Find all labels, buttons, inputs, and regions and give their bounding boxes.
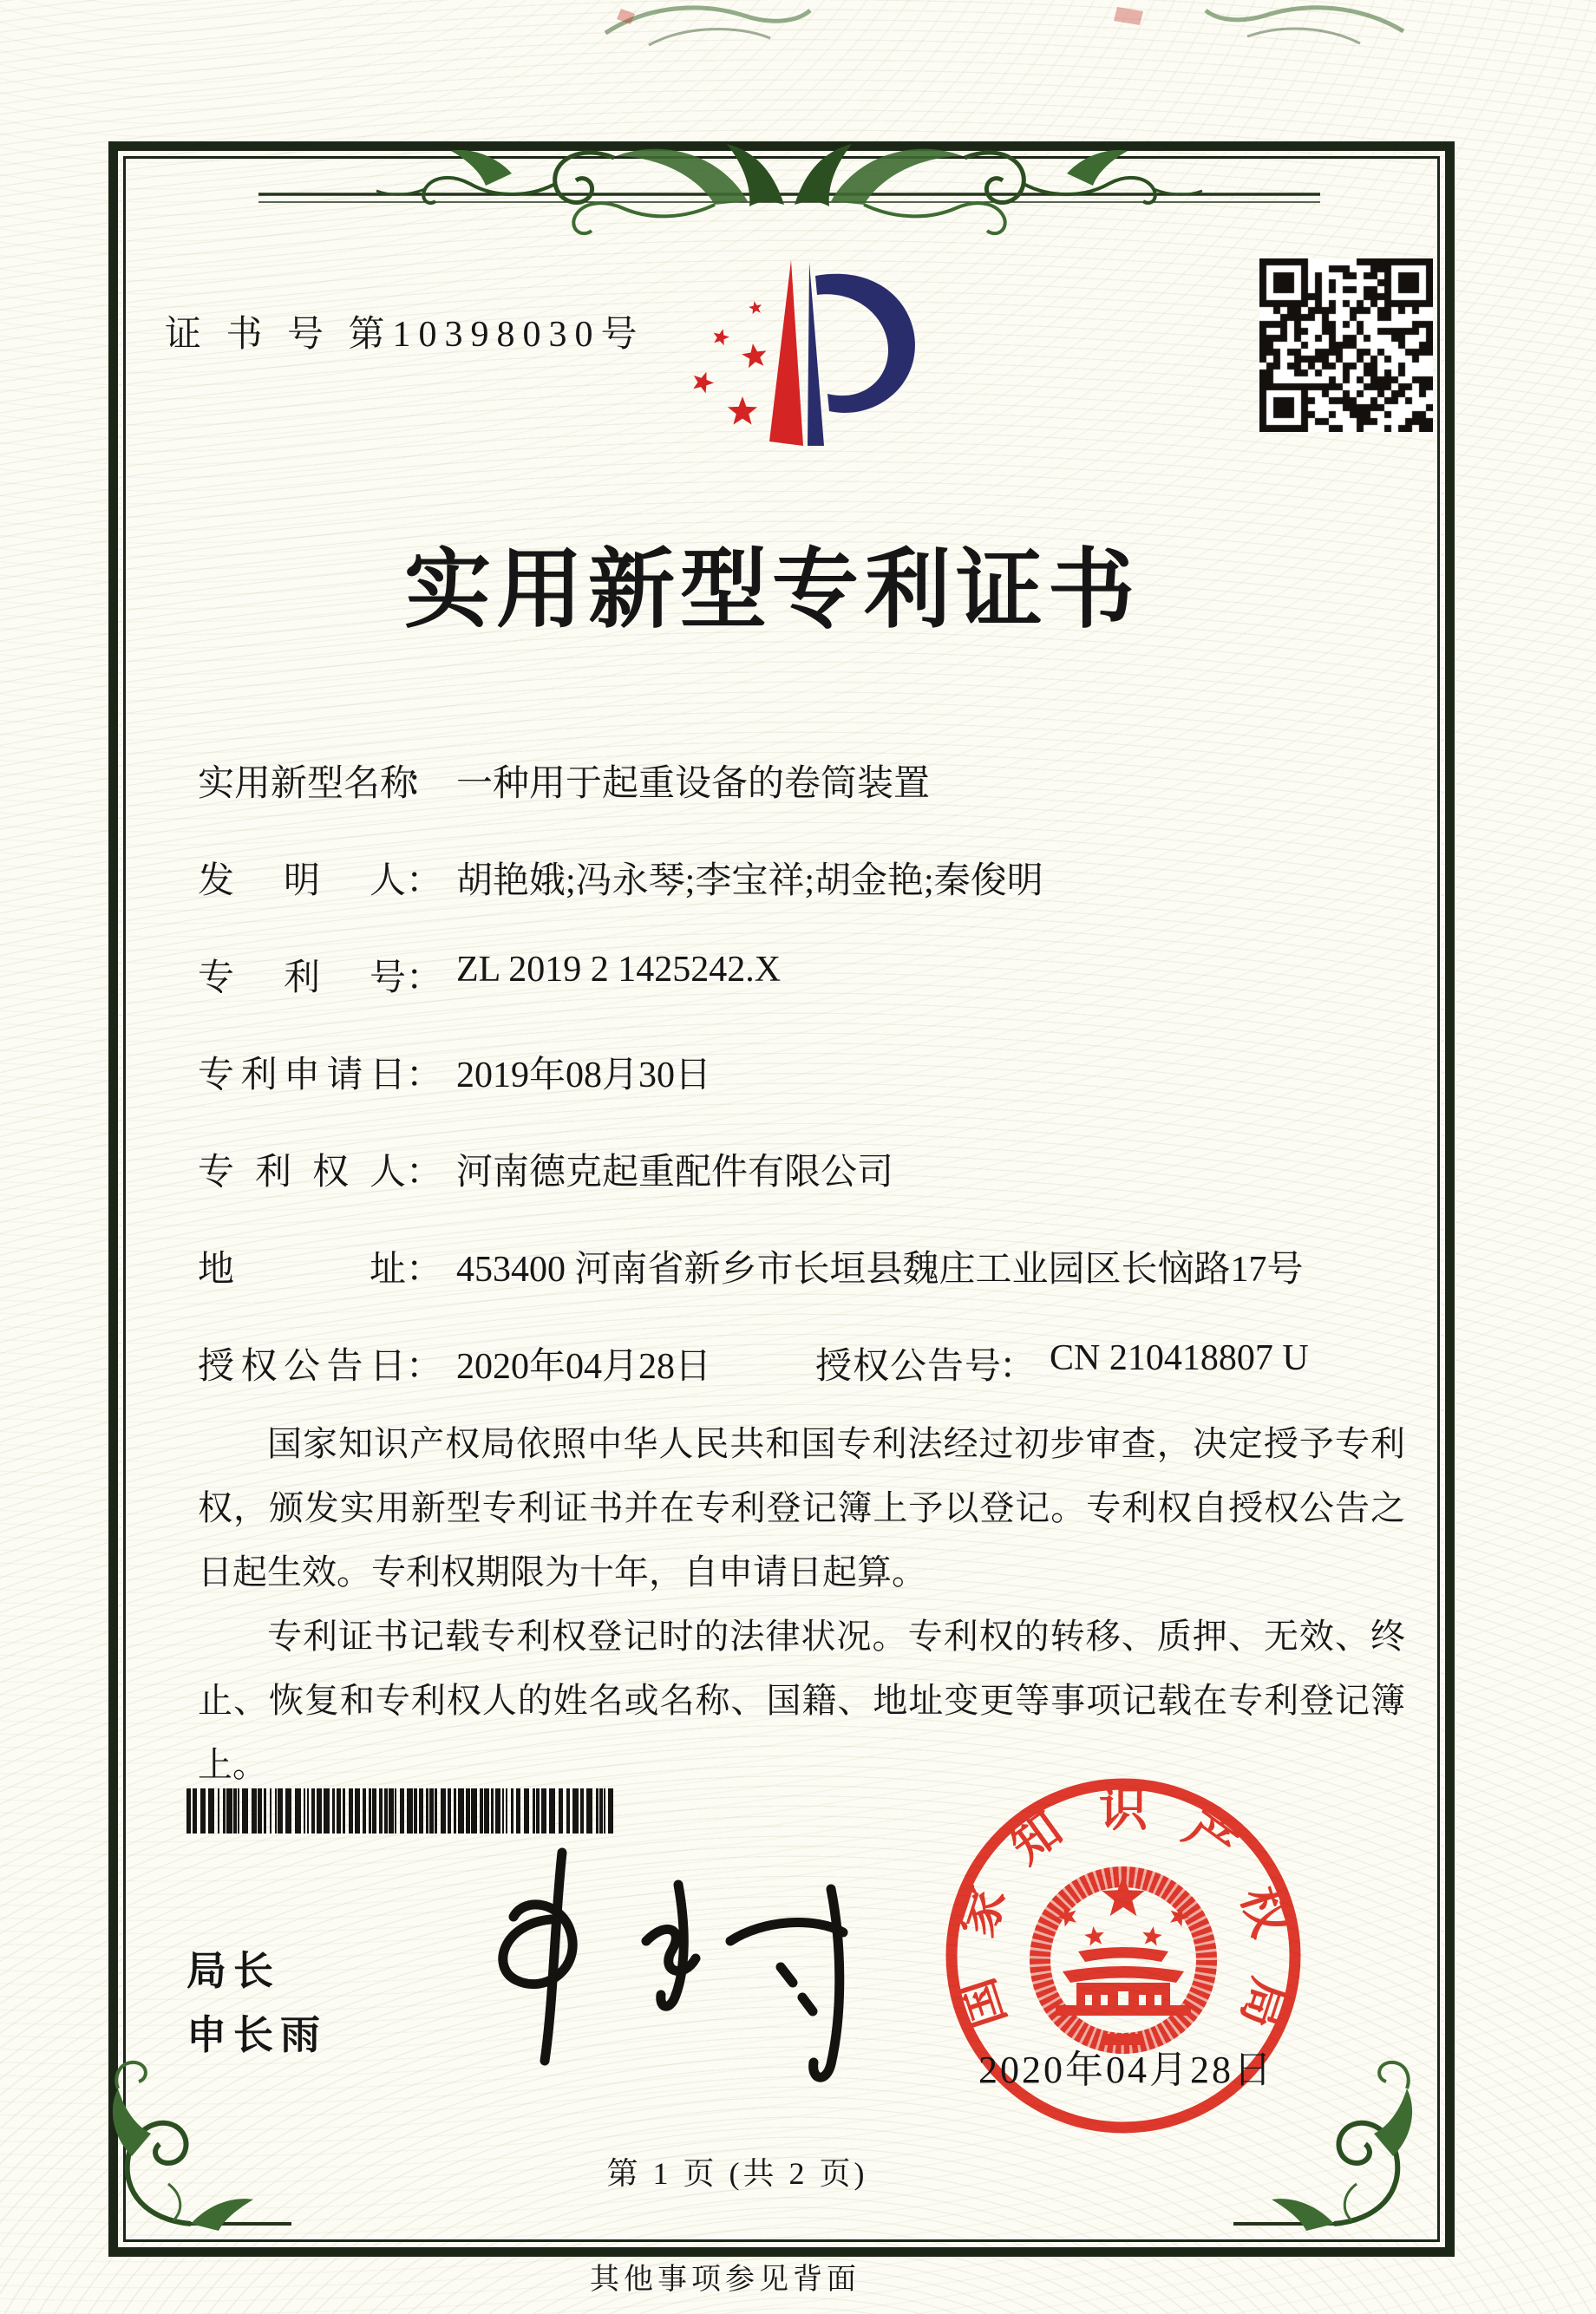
field-value: CN 210418807 U	[1050, 1338, 1309, 1378]
field-colon: ：	[406, 764, 443, 804]
svg-text:产: 产	[1174, 1801, 1246, 1874]
signer-name: 申长雨	[186, 2013, 327, 2057]
signer-title: 局长	[186, 1949, 280, 1993]
field-label: 授权公告日	[198, 1347, 406, 1387]
field-value: 453400 河南省新乡市长垣县魏庄工业园区长恼路17号	[456, 1250, 1304, 1290]
field-colon: ：	[406, 1153, 443, 1193]
field-value: 胡艳娥;冯永琴;李宝祥;胡金艳;秦俊明	[456, 861, 1043, 901]
field-colon: ：	[406, 958, 443, 998]
top-edge-ornament-fragment-right	[1204, 0, 1412, 48]
certificate-barcode	[186, 1788, 616, 1834]
qr-code	[1259, 258, 1433, 432]
field-label: 授权公告号	[815, 1347, 1003, 1387]
field-label: 发明人	[198, 861, 406, 901]
logo-red-wedge	[769, 260, 803, 446]
field-value: ZL 2019 2 1425242.X	[456, 950, 782, 990]
grant-date-stamp: 2020年04月28日	[978, 2049, 1274, 2091]
director-signature	[451, 1837, 867, 2088]
legal-paragraph: 国家知识产权局依照中华人民共和国专利法经过初步审查，决定授予专利权，颁发实用新型专利证书并在专利登记簿上予以登记。专利权自授权公告之日起生效。专利权期限为十年，自申请日起算。	[198, 1424, 1405, 1592]
field-label: 实用新型名称	[198, 764, 417, 804]
svg-text:权: 权	[1230, 1880, 1297, 1944]
legal-body-text	[198, 1412, 1405, 1797]
cnipa-patent-logo	[668, 250, 928, 458]
back-side-note: 其他事项参见背面	[590, 2264, 860, 2296]
field-value: 河南德克起重配件有限公司	[456, 1153, 894, 1193]
field-colon: ：	[406, 861, 443, 901]
field-label: 专利权人	[198, 1153, 406, 1193]
logo-stars	[693, 301, 766, 425]
top-edge-red-fragment	[1110, 2, 1162, 28]
svg-text:局: 局	[1230, 1971, 1297, 2035]
svg-text:识: 识	[1099, 1783, 1148, 1837]
field-label: 地址	[198, 1250, 406, 1290]
svg-text:知: 知	[1001, 1801, 1072, 1874]
field-colon: ：	[406, 1347, 443, 1387]
certificate-title: 实用新型专利证书	[404, 542, 1140, 638]
legal-paragraph: 专利证书记载专利权登记时的法律状况。专利权的转移、质押、无效、终止、恢复和专利权人的姓名或名称、国籍、地址变更等事项记载在专利登记簿上。	[198, 1617, 1405, 1784]
field-colon: ：	[999, 1347, 1037, 1387]
field-value: 2019年08月30日	[456, 1056, 712, 1095]
top-edge-ornament-fragment-left	[597, 0, 814, 52]
certificate-number: 证 书 号 第10398030号	[165, 315, 645, 355]
page-number: 第 1 页 (共 2 页)	[606, 2156, 868, 2191]
field-label: 专利申请日	[198, 1056, 406, 1095]
svg-text:国: 国	[950, 1971, 1017, 2035]
field-value: 一种用于起重设备的卷筒装置	[456, 764, 931, 804]
field-colon: ：	[406, 1250, 443, 1290]
field-value: 2020年04月28日	[456, 1347, 712, 1387]
logo-p-bowl	[815, 274, 915, 413]
top-scroll-ornament	[252, 121, 1327, 269]
field-colon: ：	[406, 1056, 443, 1095]
svg-text:家: 家	[950, 1880, 1017, 1944]
field-label: 专利号	[198, 958, 406, 998]
